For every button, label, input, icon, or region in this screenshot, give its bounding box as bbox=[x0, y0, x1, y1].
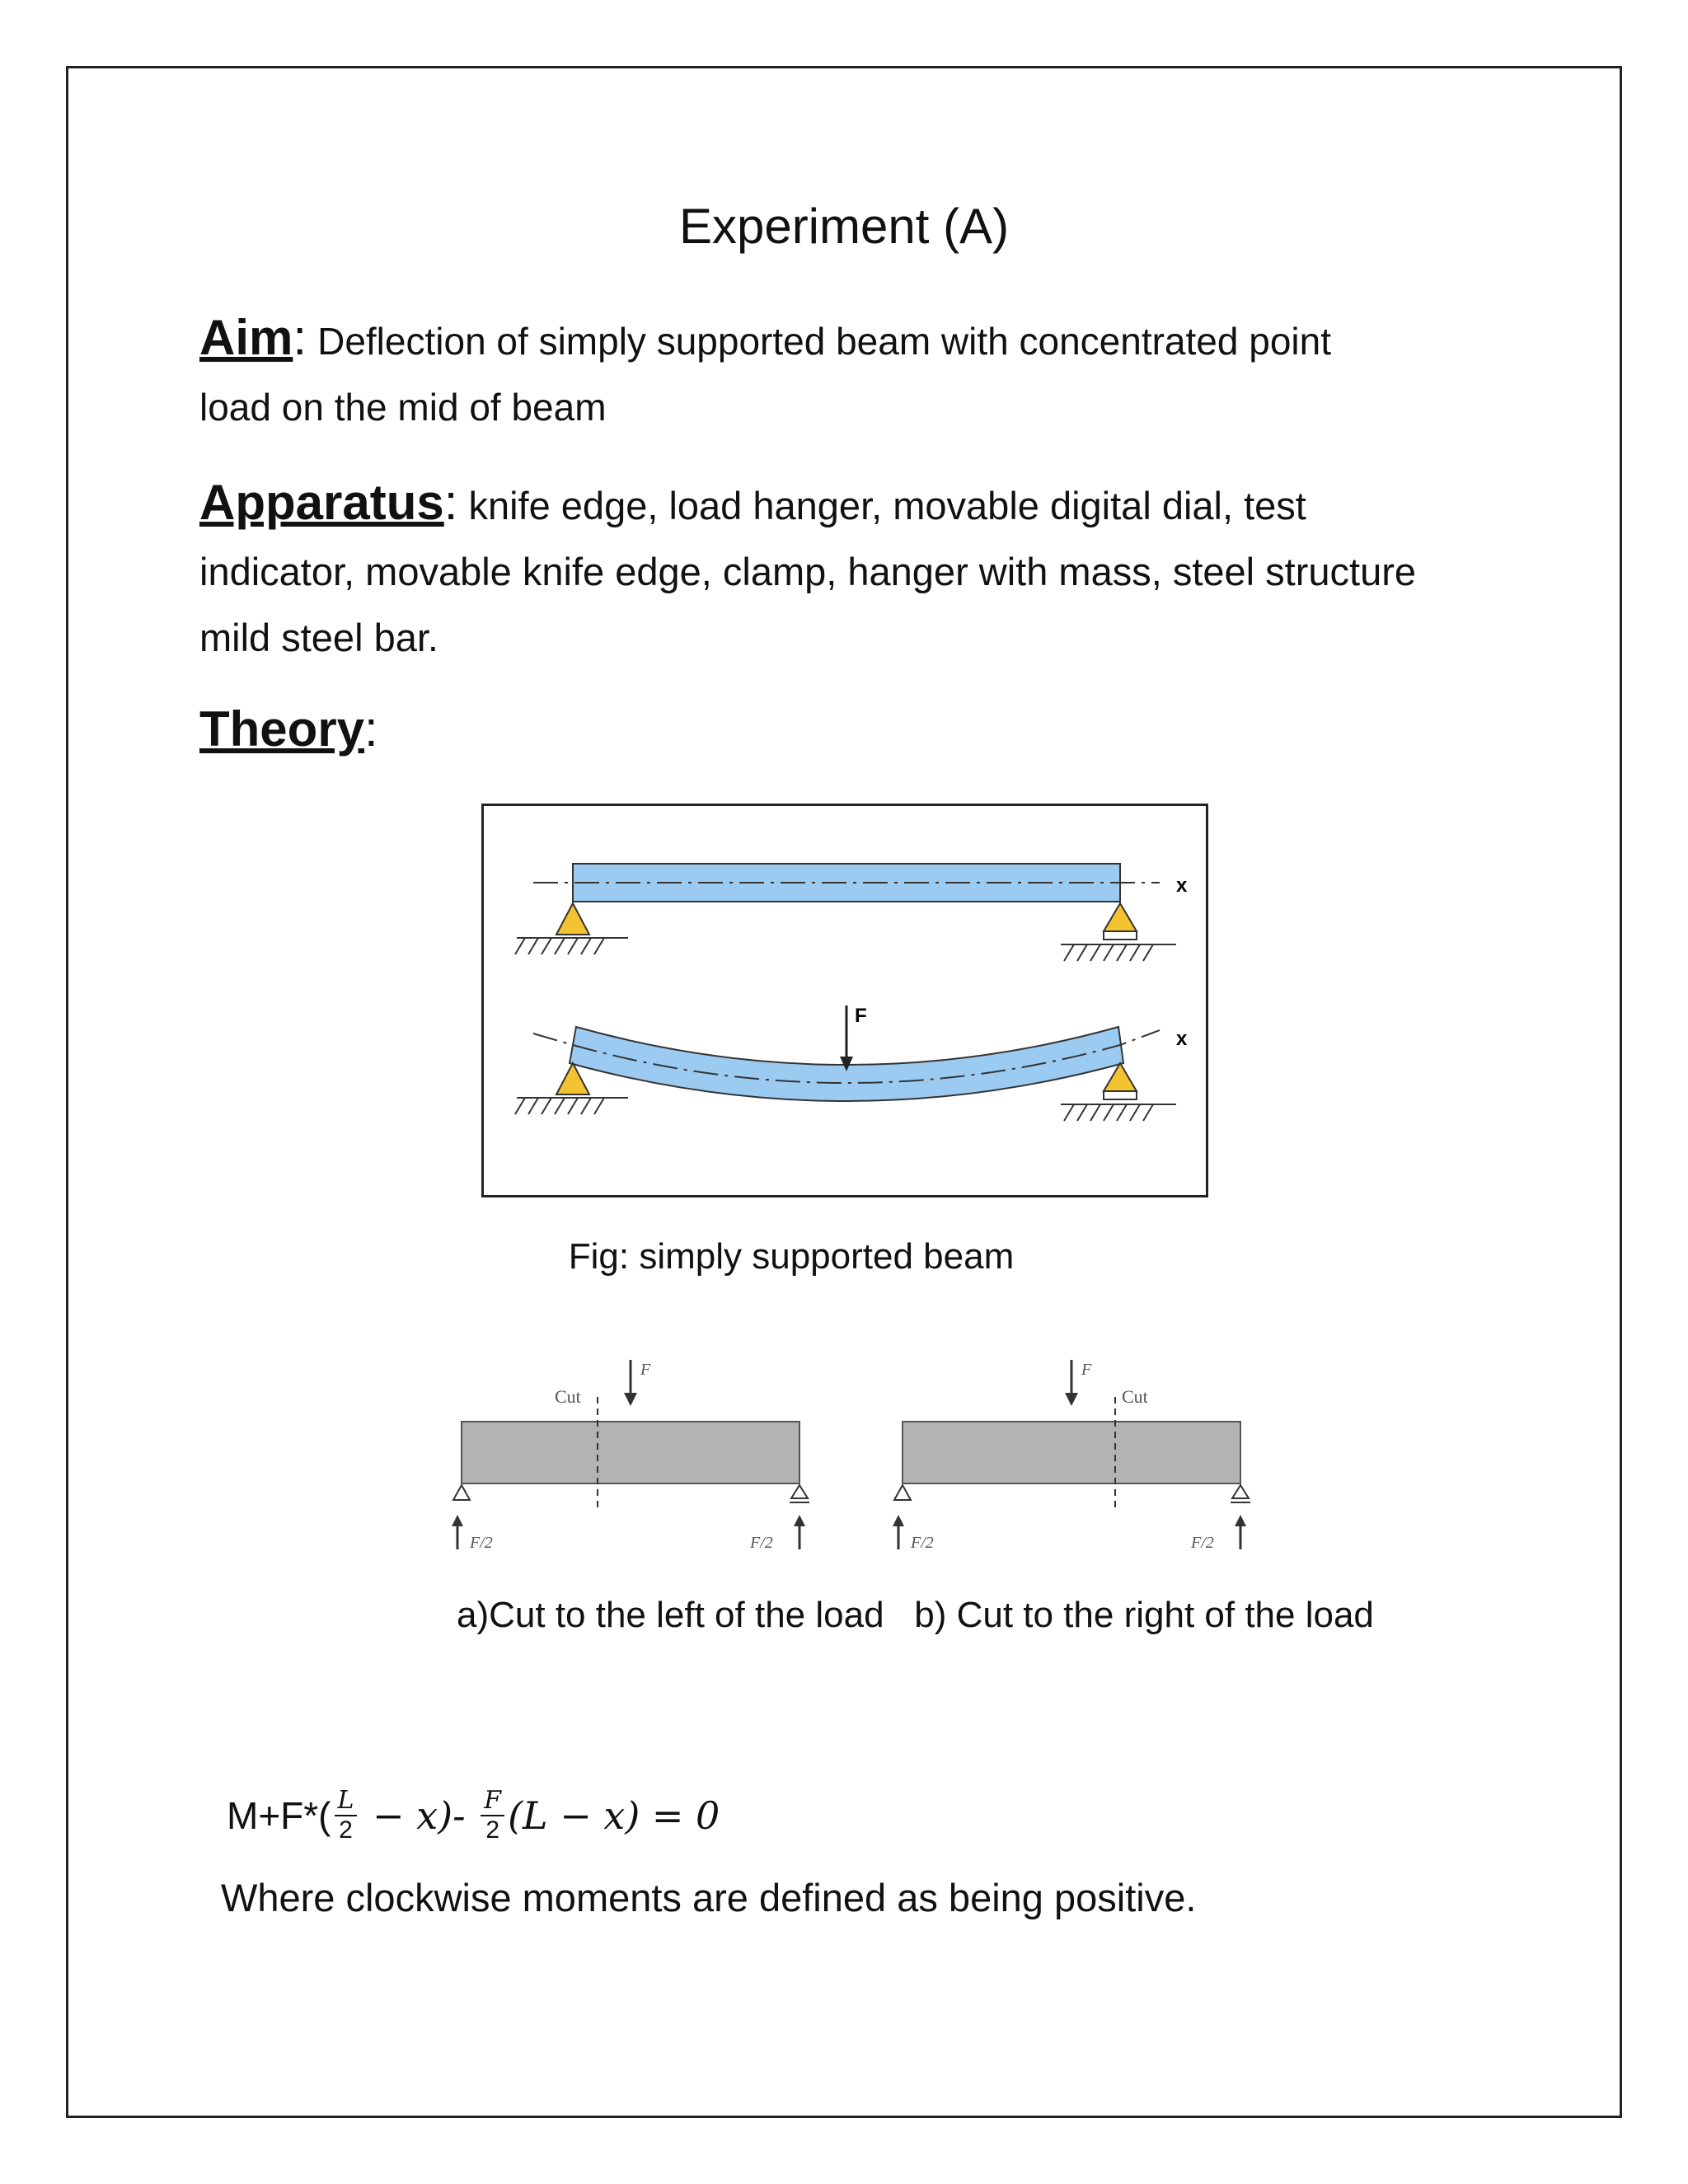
pin-left-a bbox=[453, 1485, 470, 1500]
roller-support-right-top bbox=[1104, 903, 1137, 931]
apparatus-heading: Apparatus bbox=[199, 475, 444, 530]
equation-prefix: M+F*( bbox=[227, 1794, 331, 1837]
sign-convention-note: Where clockwise moments are defined as being positive. bbox=[221, 1876, 1197, 1919]
equation-part3: (L − x) = 0 bbox=[508, 1793, 720, 1838]
fraction-L-over-2 bbox=[335, 1787, 358, 1844]
cut-label-left: Cut bbox=[555, 1386, 581, 1407]
aim-text-line2: load on the mid of beam bbox=[199, 386, 607, 429]
beam-left bbox=[462, 1422, 799, 1483]
roller-base-right-top bbox=[1104, 931, 1137, 940]
apparatus-colon: : bbox=[443, 475, 458, 530]
roller-base-right-bottom bbox=[1104, 1091, 1137, 1099]
theory-section bbox=[199, 701, 378, 757]
aim-heading: Aim bbox=[199, 310, 293, 365]
fraction2-numerator: F bbox=[481, 1787, 504, 1816]
moment-equation bbox=[227, 1770, 720, 1861]
ground-hatch-left-bottom bbox=[515, 1098, 604, 1114]
cut-left-diagram bbox=[452, 1360, 809, 1552]
fraction-F-over-2 bbox=[481, 1787, 504, 1844]
reaction-arrowhead-right-b bbox=[1235, 1515, 1246, 1526]
fraction1-numerator: L bbox=[335, 1787, 358, 1816]
aim-text-line1: Deflection of simply supported beam with concentrated point bbox=[317, 320, 1331, 363]
force-arrow-right-head bbox=[1065, 1393, 1078, 1406]
apparatus-text-line1: knife edge, load hanger, movable digital dial, test bbox=[468, 484, 1306, 527]
axis-label-bottom: x bbox=[1176, 1028, 1188, 1050]
fraction1-denominator: 2 bbox=[339, 1816, 353, 1844]
beam-right bbox=[903, 1422, 1240, 1483]
apparatus-text-line3: mild steel bar. bbox=[199, 616, 438, 659]
reaction-label-left-a: F/2 bbox=[470, 1534, 493, 1552]
reaction-arrowhead-left-a bbox=[452, 1515, 463, 1526]
reaction-label-left-b: F/2 bbox=[911, 1534, 934, 1552]
fraction2-denominator: 2 bbox=[485, 1816, 500, 1844]
reaction-label-right-b: F/2 bbox=[1191, 1534, 1214, 1552]
reaction-arrowhead-right-a bbox=[794, 1515, 805, 1526]
theory-colon: : bbox=[364, 701, 378, 757]
cut-figures bbox=[424, 1352, 1290, 1566]
pin-support-left-top bbox=[556, 903, 589, 935]
cut-label-right: Cut bbox=[1122, 1386, 1148, 1407]
axis-label-top: x bbox=[1176, 874, 1188, 897]
figure1-caption: Fig: simply supported beam bbox=[568, 1236, 1015, 1277]
theory-heading: Theory bbox=[199, 701, 365, 757]
beam-figure bbox=[481, 804, 1208, 1197]
equation-part2: − x)- bbox=[360, 1793, 478, 1838]
aim-colon: : bbox=[293, 310, 307, 365]
force-arrow-left-head bbox=[624, 1393, 637, 1406]
ground-hatch-right-bottom bbox=[1064, 1104, 1153, 1121]
apparatus-text-line2: indicator, movable knife edge, clamp, hanger with mass, steel structure bbox=[199, 550, 1417, 593]
force-label-right: F bbox=[1081, 1361, 1092, 1379]
roller-right-b bbox=[1232, 1485, 1249, 1498]
ground-hatch-right-top bbox=[1064, 944, 1153, 961]
aim-section bbox=[199, 305, 1518, 440]
roller-left-a bbox=[791, 1485, 808, 1498]
force-label-left: F bbox=[640, 1361, 651, 1379]
cut-diagrams bbox=[424, 1352, 1290, 1566]
cut-right-diagram bbox=[893, 1360, 1250, 1552]
ground-hatch-left-top bbox=[515, 938, 604, 954]
pin-left-b bbox=[894, 1485, 911, 1500]
apparatus-section bbox=[199, 470, 1518, 671]
page-title: Experiment (A) bbox=[678, 199, 1010, 254]
figure2-caption: a)Cut to the left of the load b) Cut to the right of the load bbox=[457, 1595, 1374, 1635]
reaction-arrowhead-left-b bbox=[893, 1515, 904, 1526]
beam-diagram bbox=[484, 806, 1206, 1195]
load-label-F: F bbox=[855, 1005, 867, 1027]
reaction-label-right-a: F/2 bbox=[750, 1534, 773, 1552]
